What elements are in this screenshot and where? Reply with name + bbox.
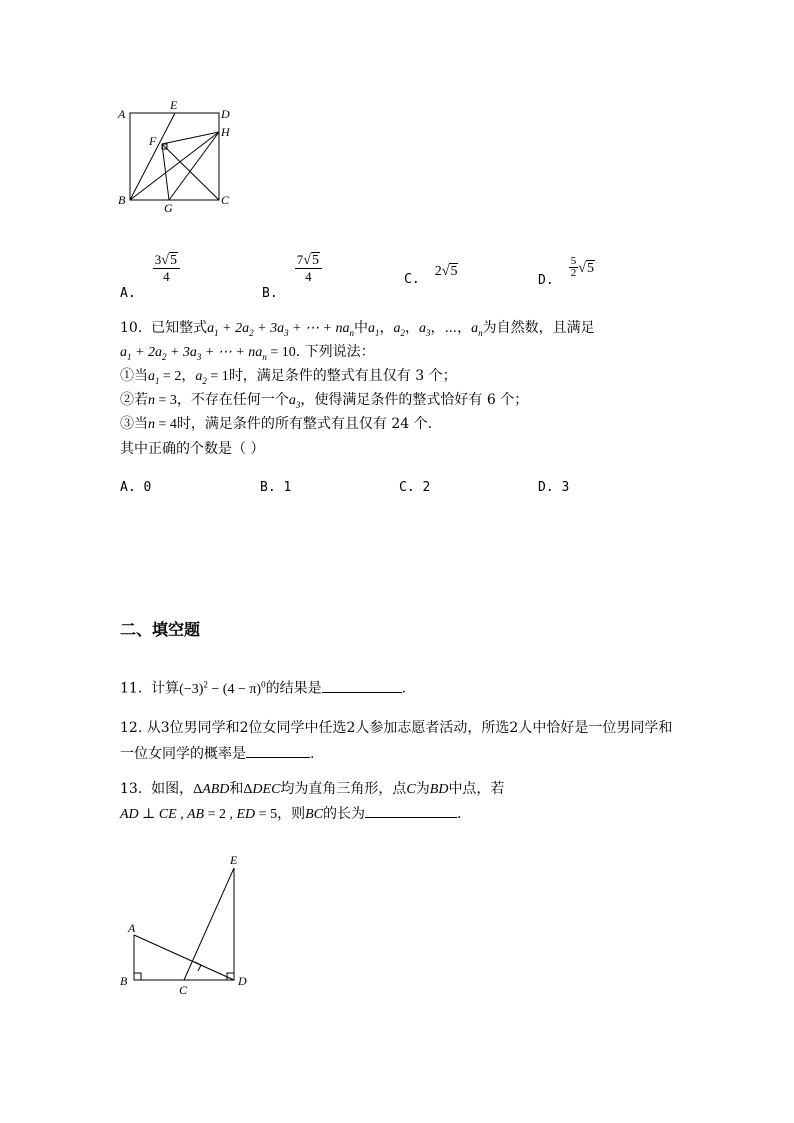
label-d: D bbox=[221, 107, 230, 121]
q9-option-b[interactable] bbox=[262, 252, 322, 301]
segment-ad bbox=[134, 935, 234, 980]
label-e: E bbox=[230, 853, 238, 867]
q9-option-a[interactable] bbox=[120, 252, 180, 301]
q11: 11. 计算$(-3)^2 - (4 - \pi)^0$的结果是 . bbox=[120, 679, 407, 697]
q12-line2: 一位女同学的概率是 . bbox=[120, 743, 314, 764]
q9-option-c[interactable] bbox=[404, 260, 458, 287]
right-angle-mark-b bbox=[134, 973, 141, 980]
q10-option-c[interactable]: C. 2 bbox=[399, 480, 431, 495]
option-letter: D. bbox=[538, 273, 554, 288]
q9-option-d[interactable] bbox=[538, 255, 595, 288]
label-c: C bbox=[179, 983, 188, 997]
answer-blank[interactable] bbox=[246, 743, 310, 758]
figure-square-abcd bbox=[112, 96, 242, 216]
label-b: B bbox=[118, 193, 126, 207]
q13-line1: 13. 如图，ΔABD和ΔDEC均为直角三角形，点C为BD中点，若 bbox=[120, 781, 505, 797]
q10-option-b[interactable]: B. 1 bbox=[260, 480, 292, 495]
fraction: $\frac{5}{2}$ bbox=[570, 255, 577, 279]
fraction: $\frac{3√5}{4}$ bbox=[153, 252, 180, 284]
conditions: AD ⊥ CE , AB = 2 , ED = 5 bbox=[120, 807, 278, 822]
q10-statement-3: ③当n = 4时，满足条件的所有整式有且仅有 24 个. bbox=[120, 416, 433, 432]
label-h: H bbox=[221, 125, 230, 139]
answer-blank[interactable] bbox=[322, 678, 402, 693]
segment-fg bbox=[162, 144, 169, 200]
label-c: C bbox=[221, 193, 230, 207]
sqrt-expression: 2√5 bbox=[434, 264, 458, 279]
segment-be bbox=[130, 113, 175, 200]
q10-statement-2: ②若n = 3，不存在任何一个$a_3$，使得满足条件的整式恰好有 6 个； bbox=[120, 392, 529, 410]
fraction: $\frac{7√5}{4}$ bbox=[295, 252, 322, 284]
segment-gh bbox=[169, 132, 219, 200]
section-title: 二、填空题 bbox=[120, 620, 201, 639]
q10-statement-1: ①当$a_1 = 2$，$a_2 = 1$时，满足条件的整式有且仅有 3 个； bbox=[120, 368, 457, 386]
q10-option-a[interactable]: A. 0 bbox=[120, 480, 152, 495]
label-b: B bbox=[120, 974, 128, 988]
expression: $(-3)^2 - (4 - \pi)^0$ bbox=[179, 679, 266, 697]
option-letter: B. bbox=[262, 285, 278, 301]
label-a: A bbox=[118, 107, 126, 121]
q10-line1: 10. 已知整式$a_1 + 2a_2 + 3a_3$ + ⋯ + $na_n$中$a_1$，$a_2$，$a_3$，⋯，$a_n$为自然数，且满足 bbox=[120, 320, 595, 338]
option-letter: C. bbox=[404, 272, 420, 287]
sqrt-expression: √5 bbox=[578, 261, 594, 276]
label-g: G bbox=[164, 201, 173, 215]
label-d: D bbox=[238, 974, 247, 988]
q13-line2: AD ⊥ CE , AB = 2 , ED = 5，则BC的长为 . bbox=[120, 803, 461, 825]
label-a: A bbox=[128, 921, 136, 935]
segment-bh bbox=[130, 132, 219, 200]
equation: $a_1 + 2a_2 + 3a_3$ + ⋯ + $na_n = 10$ bbox=[120, 345, 296, 362]
answer-blank[interactable] bbox=[365, 803, 457, 818]
segment-fc bbox=[162, 144, 219, 200]
option-letter: A. bbox=[120, 285, 136, 301]
q10-option-d[interactable]: D. 3 bbox=[538, 480, 570, 495]
segment-ec bbox=[184, 868, 234, 980]
figure-right-triangles bbox=[112, 848, 262, 998]
q12-line1: 12. 从3位男同学和2位女同学中任选2人参加志愿者活动，所选2人中恰好是一位男同学和 bbox=[120, 720, 673, 736]
q10-question: 其中正确的个数是（ ） bbox=[120, 441, 265, 457]
label-f: F bbox=[149, 134, 157, 148]
q10-line2: $a_1 + 2a_2 + 3a_3$ + ⋯ + $na_n = 10$. 下列说法： bbox=[120, 344, 375, 362]
polynomial-expression: $a_1 + 2a_2 + 3a_3$ + ⋯ + $na_n$ bbox=[207, 321, 354, 338]
label-e: E bbox=[170, 98, 178, 112]
